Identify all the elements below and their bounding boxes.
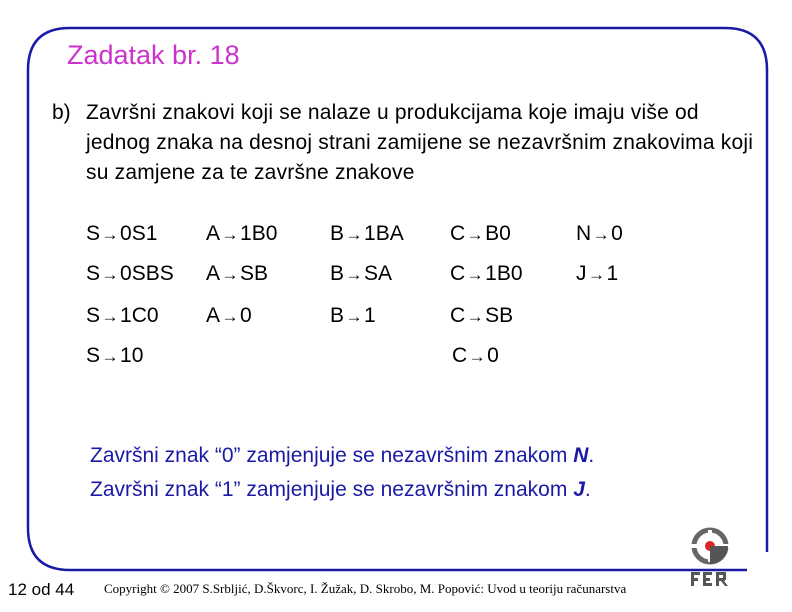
bullet-text: Završni znakovi koji se nalaze u produkcijama koje imaju više od jednog znaka na desnoj strani zamijene se nezavršnim znakovima koji su zamjene za te završne znakove (86, 101, 754, 184)
page-number: 12 od 44 (8, 580, 75, 599)
arrow-icon: → (345, 265, 363, 284)
arrow-icon: → (221, 225, 239, 244)
production: C→1B0 (450, 262, 523, 285)
arrow-icon: → (101, 225, 119, 244)
arrow-icon: → (101, 347, 119, 366)
production: A→SB (206, 262, 269, 285)
arrow-icon: → (221, 307, 239, 326)
arrow-icon: → (101, 265, 119, 284)
production: C→0 (452, 344, 499, 367)
arrow-icon: → (466, 265, 484, 284)
production: B→1BA (330, 222, 404, 245)
production: S→0SBS (86, 262, 174, 285)
slide-title: Zadatak br. 18 (67, 40, 240, 70)
arrow-icon: → (345, 225, 363, 244)
production: B→1 (330, 304, 376, 327)
production: S→1C0 (86, 304, 159, 327)
arrow-icon: → (588, 265, 605, 284)
bullet-marker: b) (52, 101, 71, 124)
arrow-icon: → (345, 307, 363, 326)
production: A→0 (206, 304, 252, 327)
production: S→0S1 (86, 222, 158, 245)
note-line: Završni znak “0” zamjenjuje se nezavršnim znakom N. (90, 444, 595, 467)
arrow-icon: → (592, 225, 610, 244)
arrow-icon: → (466, 307, 484, 326)
note-line: Završni znak “1” zamjenjuje se nezavršnim znakom J. (90, 478, 591, 501)
copyright-text: Copyright © 2007 S.Srbljić, D.Škvorc, I. Žužak, D. Skrobo, M. Popović: Uvod u teoriju računarstva (104, 581, 627, 596)
arrow-icon: → (221, 265, 239, 284)
production: B→SA (330, 262, 393, 285)
production: S→10 (86, 344, 144, 367)
production: C→SB (450, 304, 514, 327)
arrow-icon: → (468, 347, 486, 366)
production: J→1 (576, 262, 619, 285)
production: N→0 (576, 222, 623, 245)
production: A→1B0 (206, 222, 278, 245)
production: C→B0 (450, 222, 511, 245)
arrow-icon: → (466, 225, 484, 244)
arrow-icon: → (101, 307, 119, 326)
fer-logo-icon (688, 526, 732, 590)
